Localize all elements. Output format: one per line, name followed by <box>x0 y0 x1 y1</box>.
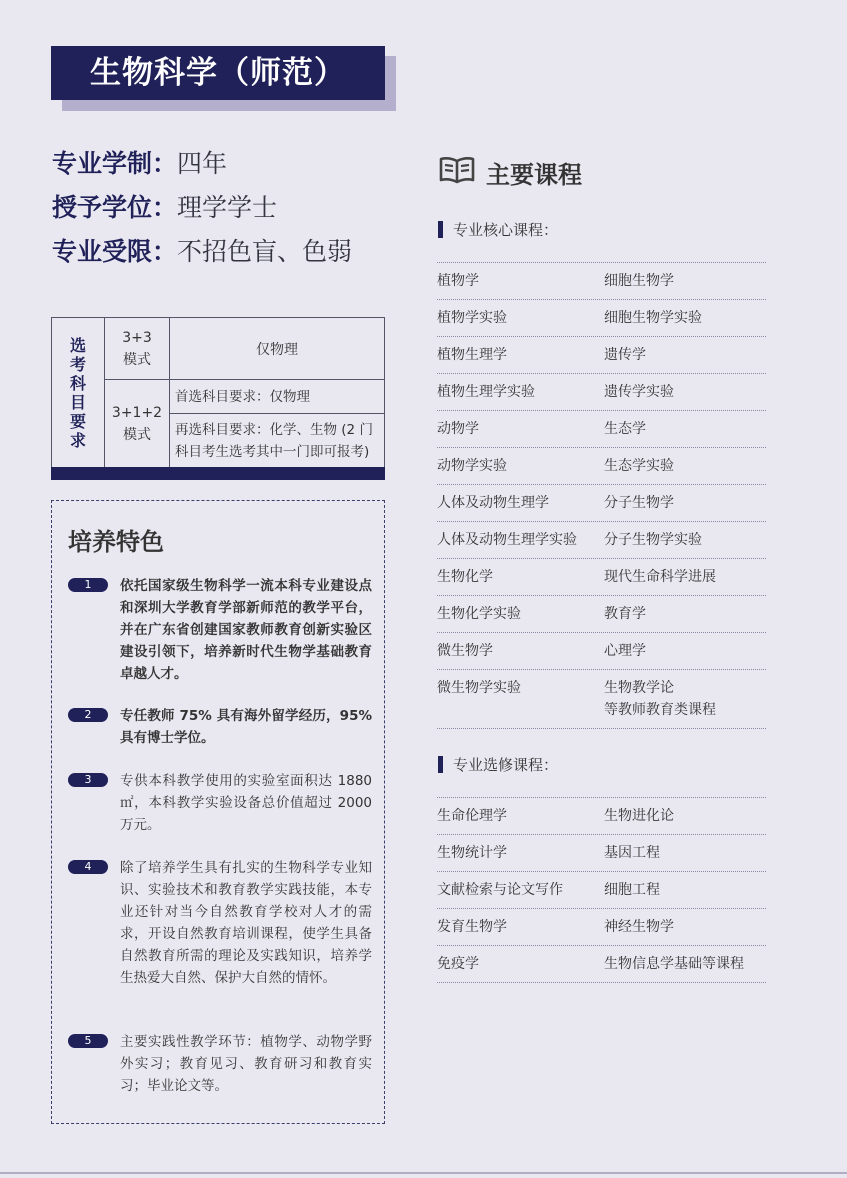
course-name: 遗传学 <box>604 347 646 363</box>
course-row <box>437 522 766 559</box>
section-marker <box>438 221 443 238</box>
feature-text: 专供本科教学使用的实验室面积达 1880 ㎡，本科教学实验设备总价值超过 2000 万元。 <box>120 773 372 833</box>
section-title-text: 专业核心课程： <box>453 221 559 239</box>
course-name: 细胞工程 <box>604 882 660 898</box>
course-row <box>437 670 766 729</box>
mode-name: 3+1+2 模式 <box>111 404 163 443</box>
course-name: 遗传学实验 <box>604 384 674 400</box>
course-name: 生态学 <box>604 421 646 437</box>
core-course-list <box>437 262 766 729</box>
first-choice-requirement: 首选科目要求：仅物理 <box>170 380 385 414</box>
mode-3-3-value: 仅物理 <box>170 318 385 380</box>
course-row <box>437 909 766 946</box>
course-row <box>437 411 766 448</box>
course-name: 微生物学 <box>437 643 493 659</box>
feature-number-badge: 5 <box>68 1034 108 1048</box>
course-name: 细胞生物学实验 <box>604 310 702 326</box>
course-name: 人体及动物生理学 <box>437 495 549 511</box>
course-name: 动物学 <box>437 421 479 437</box>
side-label-text: 选考科目要求 <box>70 335 87 450</box>
course-row <box>437 263 766 300</box>
core-courses-title <box>438 219 558 240</box>
course-name: 生物化学实验 <box>437 606 521 622</box>
info-duration <box>52 147 227 181</box>
course-name: 教育学 <box>604 606 646 622</box>
course-name: 分子生物学实验 <box>604 532 702 548</box>
elective-course-list <box>437 797 766 983</box>
course-name: 生物进化论 <box>604 808 674 824</box>
requirement-side-label <box>52 318 105 468</box>
info-key: 专业受限： <box>52 237 178 266</box>
info-degree <box>52 191 277 225</box>
course-name: 分子生物学 <box>604 495 674 511</box>
info-value: 不招色盲、色弱 <box>177 237 353 266</box>
elective-courses-title <box>438 754 558 775</box>
course-row <box>437 300 766 337</box>
course-name: 生态学实验 <box>604 458 674 474</box>
course-name: 微生物学实验 <box>437 680 521 696</box>
course-name: 植物学 <box>437 273 479 289</box>
mode-3-1-2 <box>105 380 170 468</box>
course-name: 生物教学论 等教师教育类课程 <box>604 680 716 718</box>
course-name: 发育生物学 <box>437 919 507 935</box>
info-key: 授予学位： <box>52 193 178 222</box>
course-row <box>437 448 766 485</box>
feature-text: 专任教师 75% 具有海外留学经历，95% 具有博士学位。 <box>120 708 372 746</box>
courses-header <box>438 155 582 189</box>
feature-text: 主要实践性教学环节：植物学、动物学野外实习；教育见习、教育研习和教育实习；毕业论文等。 <box>120 1034 372 1094</box>
table-bottom-bar <box>51 467 385 480</box>
course-row <box>437 633 766 670</box>
course-name: 神经生物学 <box>604 919 674 935</box>
feature-number-badge: 1 <box>68 578 108 592</box>
course-name: 生命伦理学 <box>437 808 507 824</box>
course-name: 生物信息学基础等课程 <box>604 956 744 972</box>
page-title: 生物科学（师范） <box>51 46 385 100</box>
course-row <box>437 485 766 522</box>
bottom-divider <box>0 1172 847 1174</box>
course-name: 现代生命科学进展 <box>604 569 716 585</box>
course-name: 生物化学 <box>437 569 493 585</box>
course-name: 植物学实验 <box>437 310 507 326</box>
course-name: 植物生理学实验 <box>437 384 535 400</box>
courses-title: 主要课程 <box>486 160 582 189</box>
feature-number-badge: 2 <box>68 708 108 722</box>
mode-name: 3+3 模式 <box>122 329 152 368</box>
course-name: 植物生理学 <box>437 347 507 363</box>
info-value: 理学学士 <box>177 193 278 222</box>
course-name: 心理学 <box>604 643 646 659</box>
course-row <box>437 835 766 872</box>
course-row <box>437 374 766 411</box>
second-choice-requirement: 再选科目要求：化学、生物 (2 门科目考生选考其中一门即可报考) <box>170 414 385 468</box>
course-row <box>437 872 766 909</box>
section-title-text: 专业选修课程： <box>453 756 559 774</box>
course-row <box>437 337 766 374</box>
course-row <box>437 798 766 835</box>
info-restriction <box>52 235 352 269</box>
course-name: 细胞生物学 <box>604 273 674 289</box>
feature-number-badge: 4 <box>68 860 108 874</box>
course-name: 动物学实验 <box>437 458 507 474</box>
course-name: 文献检索与论文写作 <box>437 882 563 898</box>
features-title: 培养特色 <box>68 528 164 556</box>
open-book-icon <box>438 154 476 190</box>
course-row <box>437 596 766 633</box>
feature-number-badge: 3 <box>68 773 108 787</box>
course-name: 基因工程 <box>604 845 660 861</box>
mode-3-3 <box>105 318 170 380</box>
info-value: 四年 <box>177 149 228 178</box>
section-marker <box>438 756 443 773</box>
info-key: 专业学制： <box>52 149 178 178</box>
subject-requirement-table <box>51 317 385 468</box>
course-name: 生物统计学 <box>437 845 507 861</box>
course-row <box>437 946 766 983</box>
course-name: 人体及动物生理学实验 <box>437 532 577 548</box>
feature-text: 依托国家级生物科学一流本科专业建设点和深圳大学教育学部新师范的教学平台，并在广东省创建国家教师教育创新实验区建设引领下，培养新时代生物学基础教育卓越人才。 <box>120 578 372 682</box>
feature-text: 除了培养学生具有扎实的生物科学专业知识、实验技术和教育教学实践技能，本专业还针对当今自然教育学校对人才的需求，开设自然教育培训课程，使学生具备自然教育所需的理论及实践知识，培养学生热爱大自然、保护大自然的情怀。 <box>120 860 372 986</box>
course-name: 免疫学 <box>437 956 479 972</box>
course-row <box>437 559 766 596</box>
